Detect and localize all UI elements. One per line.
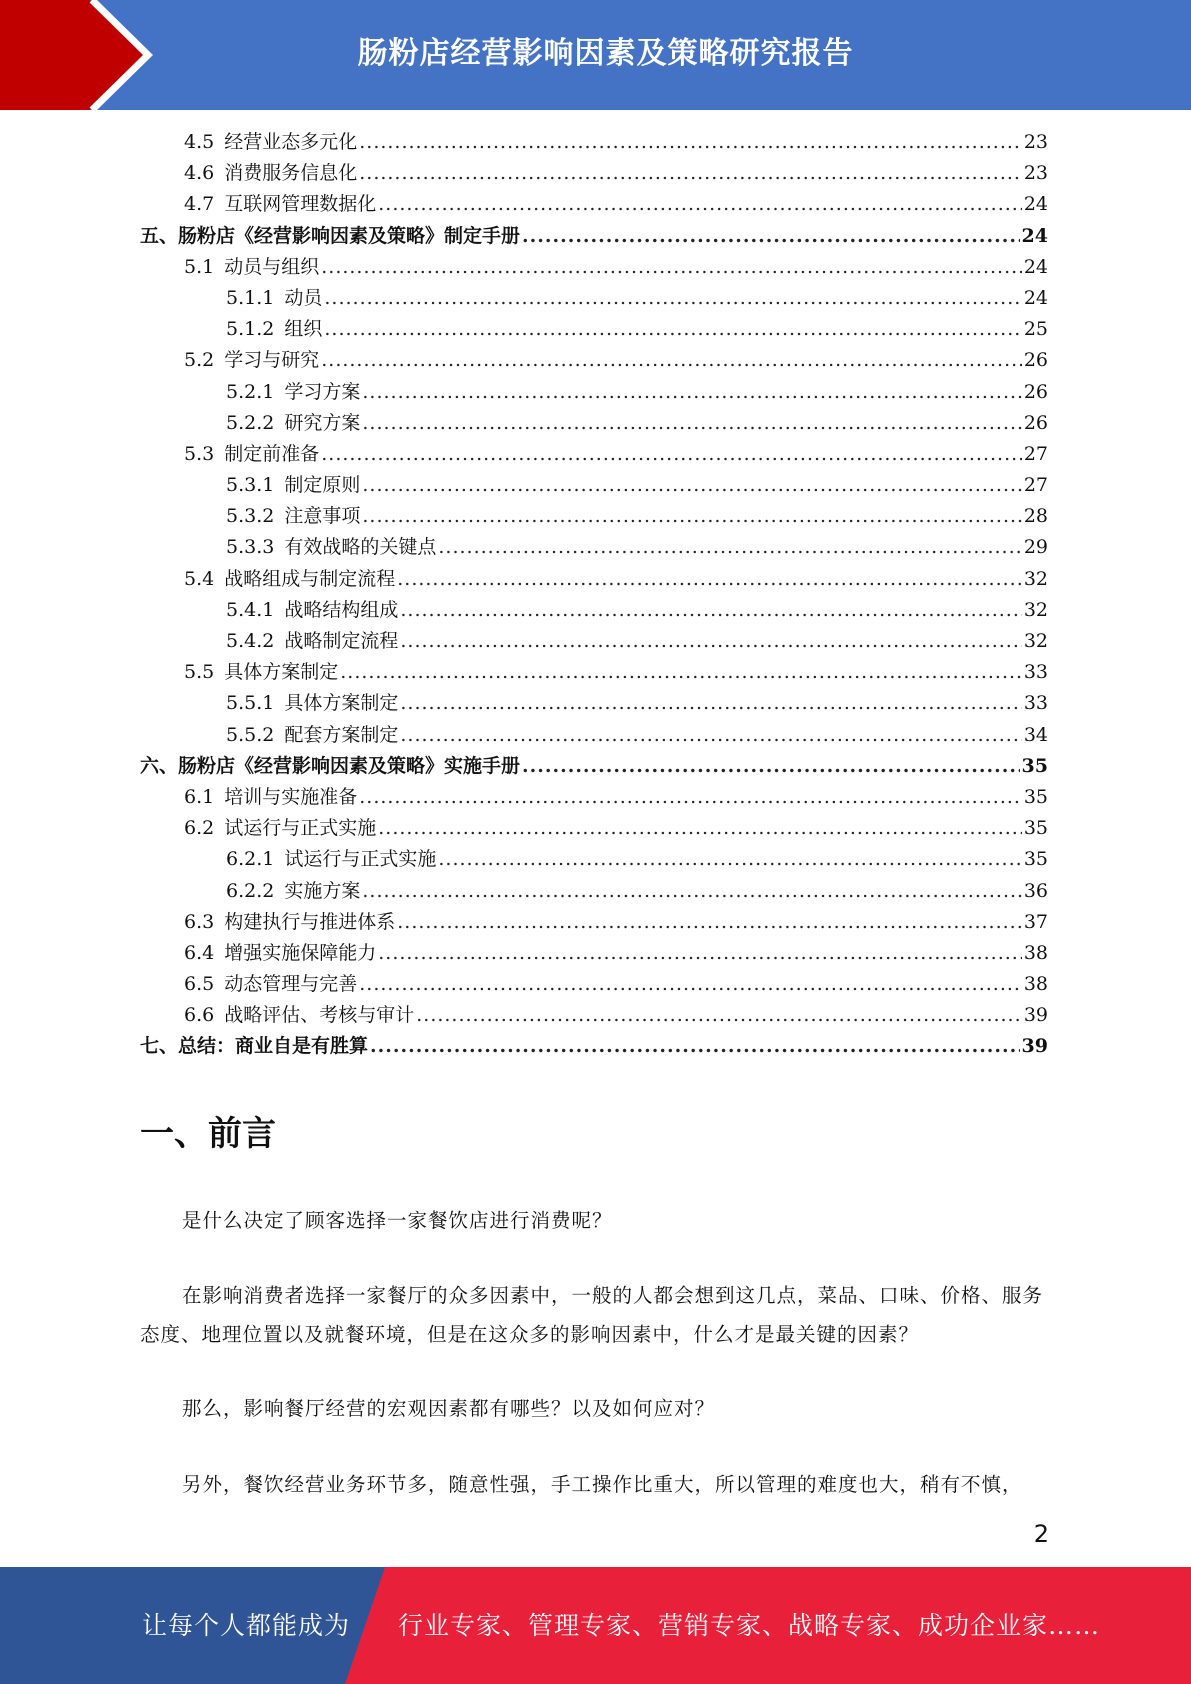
toc-page-number: 28 [1023, 505, 1048, 528]
toc-dot-leader [359, 127, 1022, 158]
toc-entry[interactable] [140, 938, 1048, 969]
toc-dot-leader [400, 595, 1021, 626]
toc-entry-title: 五、肠粉店《经营影响因素及策略》制定手册 [140, 224, 521, 247]
toc-page-number: 35 [1021, 754, 1048, 777]
toc-entry-number: 6.3 [184, 910, 215, 933]
toc-dot-leader [378, 938, 1022, 969]
toc-page-number: 39 [1021, 1035, 1048, 1058]
toc-entry[interactable] [140, 408, 1048, 439]
page-header [0, 0, 1191, 110]
toc-entry[interactable] [140, 283, 1048, 314]
toc-entry[interactable] [140, 532, 1048, 563]
toc-entry[interactable] [140, 564, 1048, 595]
toc-entry-title: 七、总结：商业自是有胜算 [140, 1035, 369, 1058]
toc-chapter-entry[interactable] [140, 221, 1048, 252]
toc-page-number: 23 [1023, 131, 1048, 153]
toc-dot-leader [321, 345, 1022, 376]
toc-entry[interactable] [140, 844, 1048, 875]
toc-page-number: 23 [1023, 162, 1048, 185]
toc-dot-leader [359, 782, 1022, 813]
toc-entry-title: 研究方案 [284, 411, 361, 434]
toc-entry-title: 增强实施保障能力 [224, 941, 377, 964]
toc-entry[interactable] [140, 501, 1048, 532]
toc-entry-number: 5.5.1 [226, 692, 275, 715]
toc-page-number: 26 [1023, 380, 1048, 403]
toc-page-number: 32 [1023, 598, 1048, 621]
paragraph: 在影响消费者选择一家餐厅的众多因素中，一般的人都会想到这几点，菜品、口味、价格、服务态度、地理位置以及就餐环境，但是在这众多的影响因素中，什么才是最关键的因素？ [140, 1284, 1044, 1346]
toc-entry[interactable] [140, 626, 1048, 657]
toc-page-number: 38 [1023, 941, 1048, 964]
section-heading: 一、前言 [140, 1114, 276, 1154]
toc-entry-number: 5.3.3 [226, 536, 275, 559]
toc-dot-leader [400, 720, 1021, 751]
toc-entry-title: 六、肠粉店《经营影响因素及策略》实施手册 [140, 754, 521, 777]
toc-entry-title: 试运行与正式实施 [224, 817, 377, 840]
toc-entry[interactable] [140, 907, 1048, 938]
paragraph: 是什么决定了顾客选择一家餐饮店进行消费呢？ [182, 1209, 613, 1232]
toc-entry[interactable] [140, 377, 1048, 408]
toc-entry[interactable] [140, 345, 1048, 376]
toc-entry-number: 5.4.2 [226, 630, 275, 652]
toc-page-number: 26 [1023, 411, 1048, 434]
toc-page-number: 32 [1023, 567, 1048, 590]
toc-entry[interactable] [140, 876, 1048, 907]
toc-page-number: 24 [1023, 255, 1048, 278]
toc-entry-number: 5.1.2 [226, 318, 275, 341]
toc-entry-title: 具体方案制定 [224, 661, 339, 684]
toc-page-number: 24 [1023, 286, 1048, 309]
toc-dot-leader [321, 439, 1022, 470]
toc-page-number: 38 [1023, 973, 1048, 996]
toc-entry-title: 培训与实施准备 [224, 785, 358, 808]
toc-dot-leader [362, 470, 1021, 501]
toc-entry-number: 5.1 [184, 255, 215, 278]
toc-entry-number: 6.1 [184, 785, 215, 808]
toc-entry-number: 5.1.1 [226, 286, 275, 309]
toc-page-number: 39 [1023, 1004, 1048, 1027]
toc-entry-number: 6.4 [184, 941, 215, 964]
toc-entry[interactable] [140, 657, 1048, 688]
toc-entry-title: 试运行与正式实施 [284, 848, 437, 871]
toc-dot-leader [522, 221, 1020, 252]
toc-dot-leader [324, 314, 1021, 345]
toc-entry-title: 战略组成与制定流程 [224, 567, 396, 590]
toc-entry[interactable] [140, 158, 1048, 189]
toc-entry-title: 学习与研究 [224, 349, 320, 372]
toc-entry-number: 4.7 [184, 193, 215, 216]
toc-entry-number: 6.2 [184, 817, 215, 840]
toc-entry-title: 构建执行与推进体系 [224, 910, 396, 933]
toc-entry[interactable] [140, 595, 1048, 626]
toc-entry[interactable] [140, 127, 1048, 158]
footer-slogan-right: 行业专家、管理专家、营销专家、战略专家、成功企业家…… [398, 1611, 1101, 1640]
toc-dot-leader [400, 688, 1021, 719]
toc-page-number: 33 [1023, 661, 1048, 684]
toc-entry-title: 制定前准备 [224, 442, 320, 465]
toc-page-number: 29 [1023, 536, 1048, 559]
toc-dot-leader [362, 876, 1021, 907]
paragraph: 那么，影响餐厅经营的宏观因素都有哪些？以及如何应对？ [182, 1397, 716, 1420]
report-title: 肠粉店经营影响因素及策略研究报告 [357, 36, 854, 71]
toc-entry[interactable] [140, 688, 1048, 719]
toc-dot-leader [400, 626, 1021, 657]
toc-entry-number: 5.2 [184, 349, 215, 372]
toc-entry-number: 5.3 [184, 442, 215, 465]
toc-entry-number: 6.5 [184, 973, 215, 996]
toc-dot-leader [362, 501, 1021, 532]
toc-entry[interactable] [140, 720, 1048, 751]
toc-page-number: 35 [1023, 848, 1048, 871]
toc-dot-leader [324, 283, 1021, 314]
toc-page-number: 27 [1023, 474, 1048, 497]
toc-entry-title: 实施方案 [284, 879, 361, 902]
toc-page-number: 33 [1023, 692, 1048, 715]
toc-entry[interactable] [140, 439, 1048, 470]
toc-entry-title: 有效战略的关键点 [284, 536, 437, 559]
toc-dot-leader [397, 564, 1022, 595]
footer-slogan-left: 让每个人都能成为 [142, 1611, 351, 1640]
toc-entry[interactable] [140, 252, 1048, 283]
toc-page-number: 24 [1021, 224, 1048, 247]
toc-entry-title: 互联网管理数据化 [224, 193, 377, 216]
toc-page-number: 36 [1023, 879, 1048, 902]
toc-entry-title: 动员 [284, 286, 323, 309]
toc-entry-title: 消费服务信息化 [224, 162, 358, 185]
toc-entry[interactable] [140, 189, 1048, 220]
toc-entry-title: 动员与组织 [224, 255, 320, 278]
toc-page-number: 35 [1023, 785, 1048, 808]
toc-dot-leader [378, 189, 1022, 220]
toc-entry-title: 动态管理与完善 [224, 973, 358, 996]
table-of-contents [140, 127, 1048, 1063]
toc-entry-number: 6.2.1 [226, 848, 275, 871]
toc-entry-title: 制定原则 [284, 474, 361, 497]
toc-entry[interactable] [140, 470, 1048, 501]
toc-entry-number: 5.5 [184, 661, 215, 684]
toc-entry-number: 5.3.2 [226, 505, 275, 528]
toc-entry-number: 5.2.1 [226, 380, 275, 403]
toc-dot-leader [416, 1000, 1022, 1031]
toc-dot-leader [359, 969, 1022, 1000]
toc-dot-leader [362, 408, 1021, 439]
toc-entry[interactable] [140, 969, 1048, 1000]
toc-dot-leader [370, 1031, 1020, 1062]
toc-entry-title: 战略评估、考核与审计 [224, 1004, 415, 1027]
toc-dot-leader [362, 377, 1021, 408]
toc-chapter-entry[interactable] [140, 751, 1048, 782]
page-number: 2 [1033, 1520, 1049, 1548]
toc-entry-number: 4.6 [184, 162, 215, 185]
toc-entry[interactable] [140, 314, 1048, 345]
toc-entry-title: 组织 [284, 318, 323, 341]
toc-entry-title: 注意事项 [284, 505, 361, 528]
toc-entry-title: 战略结构组成 [284, 598, 399, 621]
toc-entry-title: 学习方案 [284, 380, 361, 403]
toc-entry[interactable] [140, 1000, 1048, 1031]
toc-dot-leader [359, 158, 1022, 189]
toc-dot-leader [340, 657, 1022, 688]
toc-entry-title: 经营业态多元化 [224, 131, 358, 153]
toc-entry-number: 5.4 [184, 567, 215, 590]
toc-dot-leader [438, 532, 1021, 563]
toc-page-number: 27 [1023, 442, 1048, 465]
toc-page-number: 37 [1023, 910, 1048, 933]
toc-page-number: 24 [1023, 193, 1048, 216]
toc-chapter-entry[interactable] [140, 1031, 1048, 1062]
toc-dot-leader [522, 751, 1020, 782]
toc-page-number: 34 [1023, 723, 1048, 746]
toc-dot-leader [397, 907, 1022, 938]
toc-entry-title: 具体方案制定 [284, 692, 399, 715]
toc-entry-number: 5.5.2 [226, 723, 275, 746]
toc-entry-number: 6.2.2 [226, 879, 275, 902]
toc-entry-number: 6.6 [184, 1004, 215, 1027]
toc-entry-number: 5.4.1 [226, 598, 275, 621]
toc-dot-leader [378, 813, 1022, 844]
toc-dot-leader [321, 252, 1022, 283]
page-footer [0, 1567, 1191, 1684]
toc-page-number: 32 [1023, 630, 1048, 652]
toc-entry[interactable] [140, 813, 1048, 844]
toc-entry-number: 4.5 [184, 131, 215, 153]
toc-dot-leader [438, 844, 1021, 875]
toc-page-number: 35 [1023, 817, 1048, 840]
toc-entry-number: 5.2.2 [226, 411, 275, 434]
toc-entry-title: 战略制定流程 [284, 630, 399, 652]
toc-entry-number: 5.3.1 [226, 474, 275, 497]
toc-entry-title: 配套方案制定 [284, 723, 399, 746]
toc-page-number: 26 [1023, 349, 1048, 372]
paragraph: 另外，餐饮经营业务环节多，随意性强，手工操作比重大，所以管理的难度也大，稍有不慎， [182, 1473, 1023, 1496]
toc-page-number: 25 [1023, 318, 1048, 341]
toc-entry[interactable] [140, 782, 1048, 813]
